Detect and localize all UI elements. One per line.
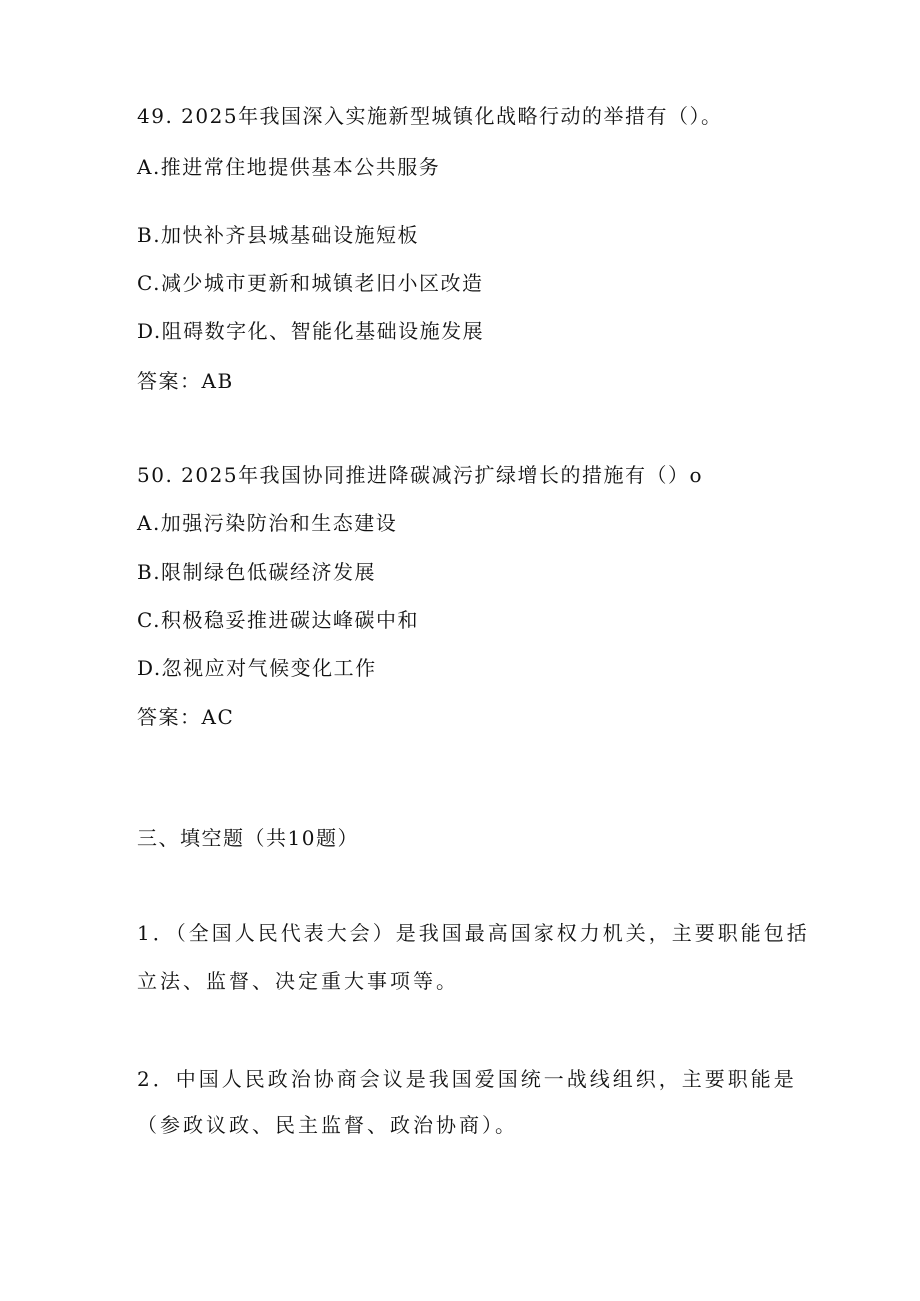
question-49-option-a: A.推进常住地提供基本公共服务 xyxy=(137,155,441,179)
question-49-answer: 答案：AB xyxy=(137,369,234,393)
question-50-option-c: C.积极稳妥推进碳达峰碳中和 xyxy=(137,608,419,632)
fill-blank-2-line-2: （参政议政、民主监督、政治协商）。 xyxy=(137,1113,518,1137)
question-49-option-c: C.减少城市更新和城镇老旧小区改造 xyxy=(137,271,484,295)
question-50-option-a: A.加强污染防治和生态建设 xyxy=(137,511,398,535)
question-50-stem: 50. 2025年我国协同推进降碳减污扩绿增长的措施有（）o xyxy=(137,463,704,487)
question-50-answer: 答案：AC xyxy=(137,705,235,729)
question-50-option-b: B.限制绿色低碳经济发展 xyxy=(137,560,377,584)
fill-blank-2-line-1: 2．中国人民政治协商会议是我国爱国统一战线组织，主要职能是 xyxy=(137,1067,797,1091)
fill-blank-1-line-2: 立法、监督、决定重大事项等。 xyxy=(137,969,459,993)
question-50-option-d: D.忽视应对气候变化工作 xyxy=(137,656,377,680)
section-title: 三、填空题（共10题） xyxy=(137,826,359,850)
question-49-option-d: D.阻碍数字化、智能化基础设施发展 xyxy=(137,319,485,343)
question-49-option-b: B.加快补齐县城基础设施短板 xyxy=(137,223,420,247)
fill-blank-1-line-1: 1．（全国人民代表大会）是我国最高国家权力机关，主要职能包括 xyxy=(137,921,810,945)
question-49-stem: 49. 2025年我国深入实施新型城镇化战略行动的举措有（）。 xyxy=(137,104,723,128)
